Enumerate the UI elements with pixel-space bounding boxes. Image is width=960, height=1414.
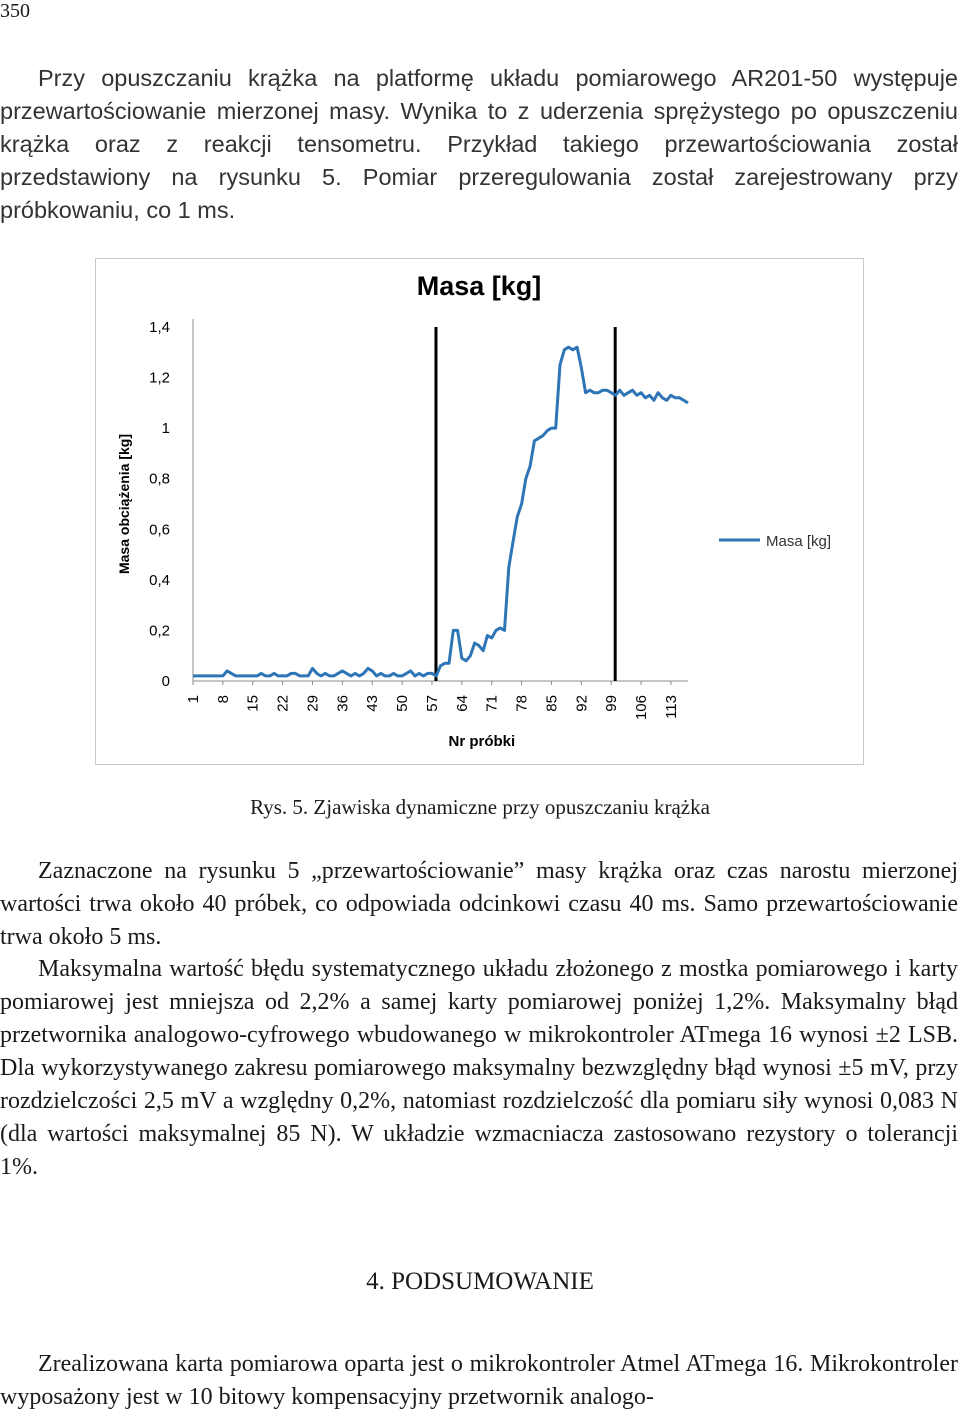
- x-tick-label: 36: [334, 695, 352, 712]
- mass-chart: [96, 259, 863, 764]
- y-tick-label: 1,2: [149, 369, 170, 387]
- x-tick-label: 22: [274, 695, 292, 712]
- chart-title: Masa [kg]: [416, 271, 542, 301]
- x-tick-label: 113: [662, 695, 680, 719]
- intro-paragraph: Przy opuszczaniu krążka na platformę układu pomiarowego AR201-50 występuje przewartościowanie mierzonej masy. Wynika to z uderzenia sprężystego po opuszczeniu krążka oraz z reakcji tensometru. Przykład takiego przewartościowania został przedstawiony na rysunku 5. Pomiar przeregulowania został zarejestrowany przy próbkowaniu, co 1 ms.: [0, 65, 958, 223]
- y-tick-label: 0: [161, 673, 170, 690]
- legend-label: Masa [kg]: [766, 533, 832, 550]
- x-tick-label: 99: [603, 695, 621, 712]
- y-axis-label: Masa obciążenia [kg]: [116, 433, 132, 575]
- final-paragraph: Zrealizowana karta pomiarowa oparta jest o mikrokontroler Atmel ATmega 16. Mikrokontroler wyposażony jest w 10 bitowy kompensacyjny przetwornik analogo-: [0, 1351, 958, 1410]
- y-tick-label: 1,4: [149, 319, 170, 336]
- x-tick-label: 43: [364, 695, 382, 712]
- section-heading: 4. PODSUMOWANIE: [366, 1268, 594, 1295]
- y-tick-label: 1: [161, 420, 170, 438]
- x-tick-label: 57: [423, 695, 441, 712]
- page-number: 350: [0, 0, 30, 22]
- figure-caption: Rys. 5. Zjawiska dynamiczne przy opuszczaniu krążka: [250, 795, 710, 819]
- x-tick-label: 8: [214, 695, 232, 704]
- x-tick-label: 64: [453, 695, 471, 712]
- x-tick-label: 85: [543, 695, 561, 712]
- x-tick-label: 78: [513, 695, 531, 712]
- y-tick-label: 0,4: [149, 571, 170, 589]
- x-tick-label: 1: [185, 695, 202, 704]
- body-paragraph-2: Maksymalna wartość błędu systematycznego układu złożonego z mostka pomiarowego i karty pomiarowej jest mniejsza od 2,2% a samej karty pomiarowej poniżej 1,2%. Maksymalny błąd przetwornika analogowo-cyfrowego wbudowanego w mikrokontroler ATmega 16 wynosi ±2 LSB. Dla wykorzystywanego zakresu pomiarowego maksymalny bezwzględny błąd wynosi ±5 mV, przy rozdzielczości 2,5 mV a względny 0,2%, natomiast rozdzielczość dla pomiaru siły wynosi 0,083 N (dla wartości maksymalnej 85 N). W układzie wzmacniacza zastosowano rezystory o tolerancji 1%.: [0, 956, 958, 1180]
- x-tick-label: 106: [633, 695, 651, 721]
- body-paragraph-1: Zaznaczone na rysunku 5 „przewartościowanie” masy krążka oraz czas narostu mierzonej wartości trwa około 40 próbek, co odpowiada odcinkowi czasu 40 ms. Samo przewartościowanie trwa około 5 ms.: [0, 858, 958, 950]
- y-tick-label: 0,2: [149, 622, 170, 640]
- y-tick-label: 0,8: [149, 470, 170, 488]
- x-tick-label: 50: [394, 695, 412, 712]
- x-tick-label: 15: [244, 695, 262, 712]
- y-tick-label: 0,6: [149, 521, 170, 539]
- x-tick-label: 92: [573, 695, 591, 712]
- chart-figure: [95, 258, 864, 765]
- x-tick-label: 29: [304, 695, 322, 712]
- x-tick-label: 71: [483, 695, 501, 712]
- x-axis-label: Nr próbki: [448, 733, 516, 750]
